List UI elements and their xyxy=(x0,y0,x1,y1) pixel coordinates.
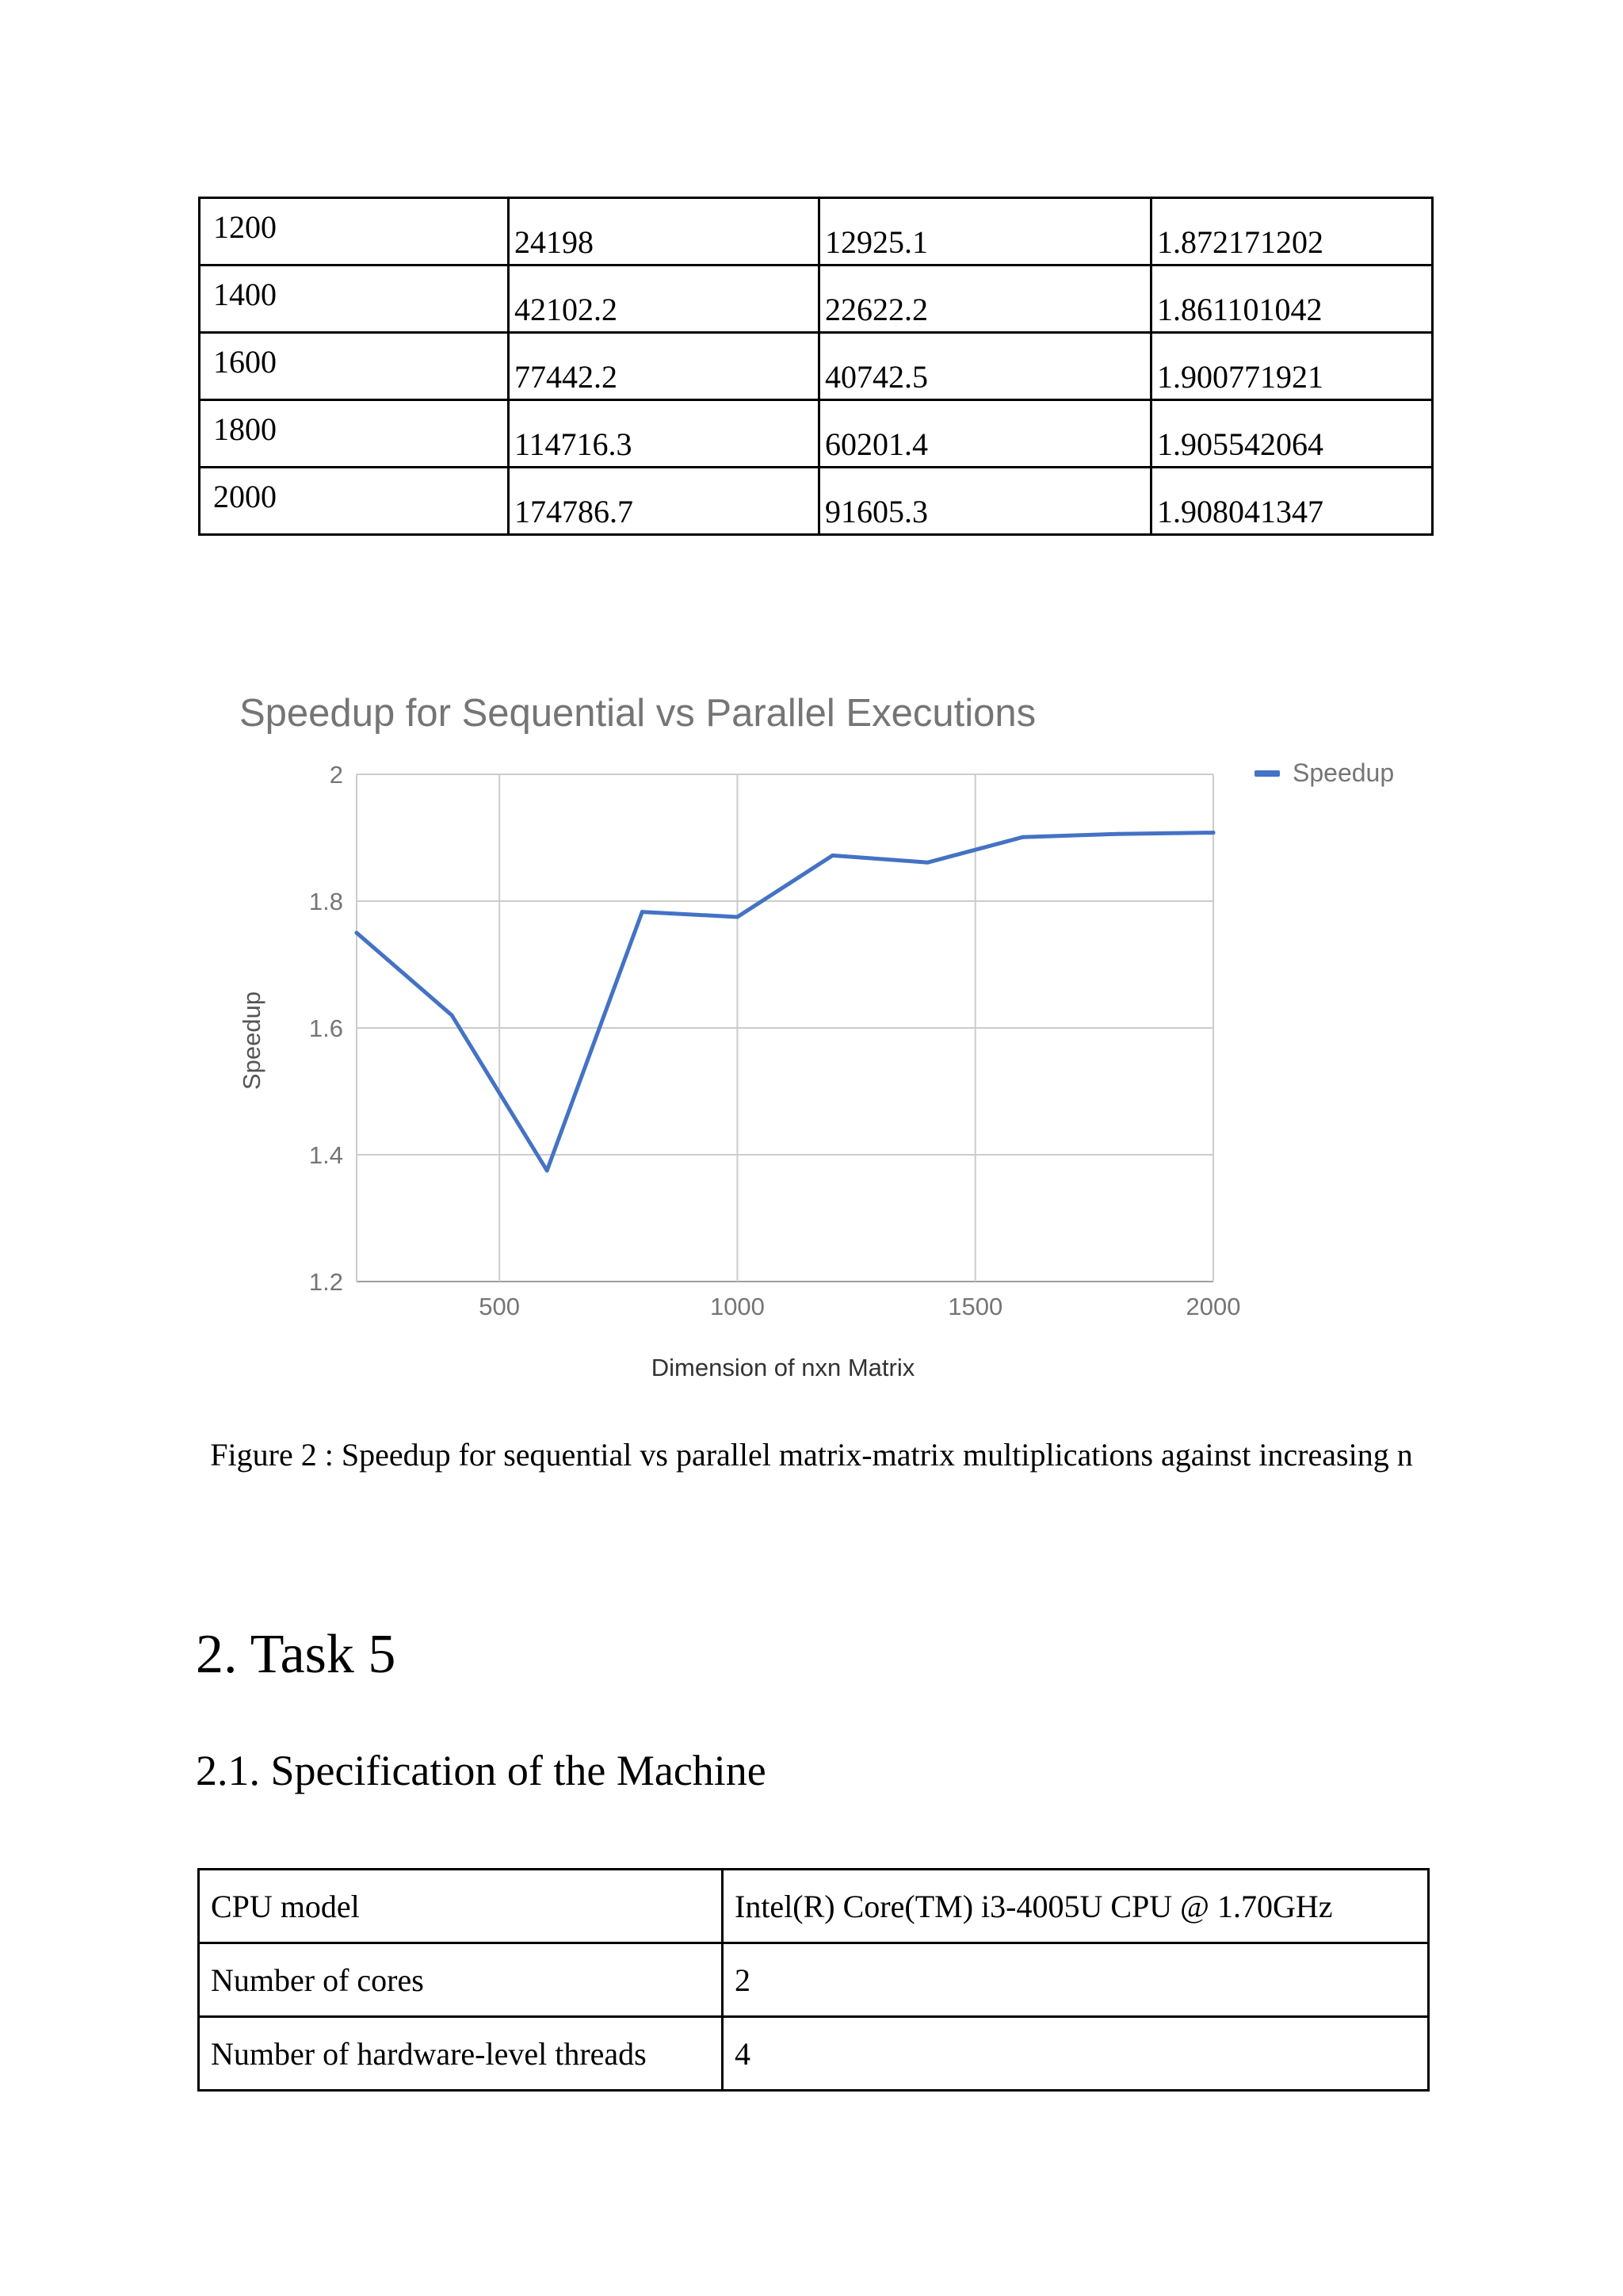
data-point xyxy=(1021,835,1025,839)
data-point xyxy=(926,861,930,865)
data-point xyxy=(545,1169,549,1173)
spec-label: CPU model xyxy=(199,1870,723,1943)
machine-spec-table xyxy=(197,1868,1430,2092)
chart-tick-labels xyxy=(309,761,1241,1320)
x-tick-label: 1500 xyxy=(948,1293,1003,1320)
table-cell: 1800 xyxy=(200,400,509,468)
table-cell: 22622.2 xyxy=(819,266,1151,333)
y-tick-label: 1.4 xyxy=(308,1141,343,1169)
chart-title: Speedup for Sequential vs Parallel Executions xyxy=(239,692,1037,735)
series-line xyxy=(357,833,1213,1171)
spec-label: Number of hardware-level threads xyxy=(199,2017,723,2091)
chart-grid xyxy=(357,774,1213,1282)
table-cell: 1.900771921 xyxy=(1151,333,1433,400)
table-cell: 1.905542064 xyxy=(1151,400,1433,468)
y-tick-label: 1.6 xyxy=(308,1014,343,1042)
chart-legend xyxy=(1254,758,1394,788)
table-cell: 1.861101042 xyxy=(1151,266,1433,333)
table-cell: 1200 xyxy=(200,198,509,266)
spec-value: 4 xyxy=(723,2017,1429,2091)
table-cell: 1400 xyxy=(200,266,509,333)
x-tick-label: 2000 xyxy=(1186,1293,1241,1320)
x-tick-label: 1000 xyxy=(709,1293,765,1320)
table-cell: 91605.3 xyxy=(819,468,1151,535)
data-point xyxy=(1116,832,1120,836)
chart-series xyxy=(355,831,1216,1172)
subsection-heading: 2.1. Specification of the Machine xyxy=(196,1747,766,1794)
x-tick-label: 500 xyxy=(479,1293,521,1320)
table-cell: 1.872171202 xyxy=(1151,198,1433,266)
figure-caption: Figure 2 : Speedup for sequential vs parallel matrix-matrix multiplications against increasing n xyxy=(210,1437,1413,1473)
data-point xyxy=(735,915,739,919)
legend-label: Speedup xyxy=(1293,758,1395,787)
table-row xyxy=(199,1943,1429,2017)
table-cell: 1.908041347 xyxy=(1151,468,1433,535)
y-tick-label: 1.2 xyxy=(308,1268,343,1296)
table-row xyxy=(199,1870,1429,1943)
data-point xyxy=(450,1014,454,1018)
y-tick-label: 2 xyxy=(329,761,343,789)
table-cell: 12925.1 xyxy=(819,198,1151,266)
legend-swatch xyxy=(1254,770,1280,777)
table-row xyxy=(199,2017,1429,2091)
y-axis-label: Speedup xyxy=(238,991,265,1091)
x-axis-label: Dimension of nxn Matrix xyxy=(651,1354,915,1381)
table-cell: 114716.3 xyxy=(509,400,819,468)
spec-value: 2 xyxy=(723,1943,1429,2017)
table-cell: 40742.5 xyxy=(819,333,1151,400)
section-heading: 2. Task 5 xyxy=(196,1624,396,1685)
table-cell: 2000 xyxy=(200,468,509,535)
table-cell: 77442.2 xyxy=(509,333,819,400)
y-tick-label: 1.8 xyxy=(308,888,343,915)
data-point xyxy=(831,854,834,858)
data-point xyxy=(355,931,359,935)
spec-value: Intel(R) Core(TM) i3-4005U CPU @ 1.70GHz xyxy=(723,1870,1429,1943)
spec-label: Number of cores xyxy=(199,1943,723,2017)
table-cell: 174786.7 xyxy=(509,468,819,535)
data-point xyxy=(1212,831,1216,835)
data-point xyxy=(640,910,644,914)
table-cell: 42102.2 xyxy=(509,266,819,333)
table-cell: 1600 xyxy=(200,333,509,400)
table-cell: 24198 xyxy=(509,198,819,266)
table-cell: 60201.4 xyxy=(819,400,1151,468)
